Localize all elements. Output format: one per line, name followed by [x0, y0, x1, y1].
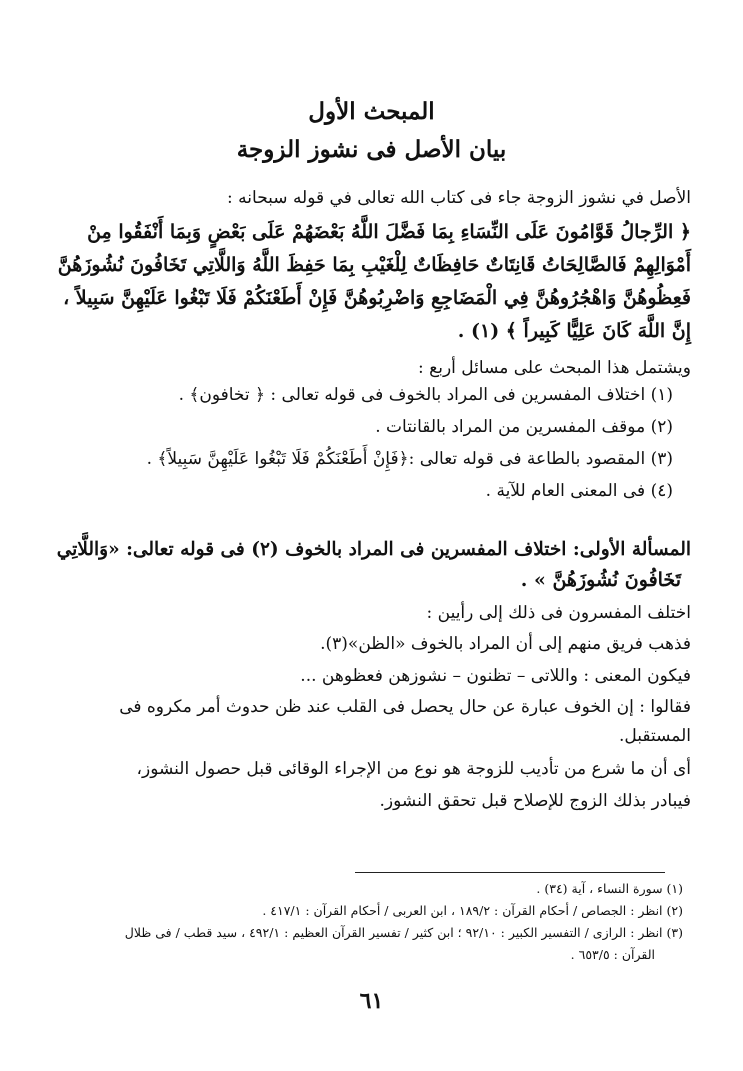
footnote: (١) سورة النساء ، آية (٣٤) . [536, 881, 683, 896]
verse-line: ﴿ الرِّجالُ قَوَّامُونَ عَلَى النِّسَاءِ بِمَا فَضَّلَ اللَّهُ بَعْضَهُمْ عَلَى بَعْضٍ وَبِمَا أَنْفَقُوا مِنْ [87, 221, 691, 243]
verse-line: أَمْوَالِهِمْ فَالصَّالِحَاتُ قَانِتَاتٌ حَافِظَاتٌ لِلْغَيْبِ بِمَا حَفِظَ اللَّهُ وَاللَّاتِي تَخَافُونَ نُشُوزَهُنَّ [57, 254, 691, 276]
paragraph-line: فيبادر بذلك الزوج للإصلاح قبل تحقق النشوز. [379, 791, 691, 811]
paragraph-line: فذهب فريق منهم إلى أن المراد بالخوف «الظن»(٣). [320, 634, 691, 654]
issue-item: (٢) موقف المفسرين من المراد بالقانتات . [375, 417, 673, 437]
issues-intro: ويشتمل هذا المبحث على مسائل أربع : [418, 358, 691, 378]
paragraph-line: اختلف المفسرون فى ذلك إلى رأيين : [426, 603, 691, 623]
issue-item: (١) اختلاف المفسرين فى المراد بالخوف فى قوله تعالى : ﴿ تخافون﴾ . [178, 385, 673, 405]
paragraph-line: المستقبل. [618, 726, 691, 746]
issue-item: (٤) فى المعنى العام للآية . [485, 481, 673, 501]
footnote: (٢) انظر : الجصاص / أحكام القرآن : ١٨٩/٢ ، ابن العربى / أحكام القرآن : ٤١٧/١ . [262, 903, 683, 918]
paragraph-line: أى أن ما شرع من تأديب للزوجة هو نوع من الإجراء الوقائى قبل حصول النشوز، [136, 759, 691, 779]
verse-line: فَعِظُوهُنَّ وَاهْجُرُوهُنَّ فِي الْمَضَاجِعِ وَاضْرِبُوهُنَّ فَإِنْ أَطَعْنَكُمْ فَلَا تَبْغُوا عَلَيْهِنَّ سَبِيلاً ، [63, 287, 691, 309]
page-number: ٦١ [359, 988, 384, 1014]
verse-line: إِنَّ اللَّهَ كَانَ عَلِيًّا كَبِيراً ﴾ (١) . [457, 320, 691, 342]
paragraph-line: فيكون المعنى : واللاتى – تظنون – نشوزهن فعظوهن ... [300, 666, 691, 686]
subject-title: بيان الأصل فى نشوز الزوجة [236, 136, 507, 163]
footnote: القرآن : ٦٥٣/٥ . [570, 947, 655, 962]
intro-text: الأصل في نشوز الزوجة جاء فى كتاب الله تعالى في قوله سبحانه : [227, 188, 691, 208]
paragraph-line: فقالوا : إن الخوف عبارة عن حال يحصل فى القلب عند ظن حدوث أمر مكروه فى [119, 697, 691, 717]
footnote-divider [355, 872, 665, 873]
first-issue-heading: المسألة الأولى: اختلاف المفسرين فى المراد بالخوف (٢) فى قوله تعالى: «وَاللَّاتِي [56, 539, 691, 560]
section-title: المبحث الأول [308, 98, 435, 125]
issue-item: (٣) المقصود بالطاعة فى قوله تعالى :﴿فَإِنْ أَطَعْنَكُمْ فَلَا تَبْغُوا عَلَيْهِنَّ سَبِيلاً﴾ . [146, 449, 673, 469]
first-issue-heading: تَخَافُونَ نُشُوزَهُنَّ » . [520, 569, 681, 591]
footnote: (٣) انظر : الرازى / التفسير الكبير : ٩٢/١٠ ؛ ابن كثير / تفسير القرآن العظيم : ٤٩٢/١ ، سيد قطب / فى ظلال [124, 925, 683, 940]
